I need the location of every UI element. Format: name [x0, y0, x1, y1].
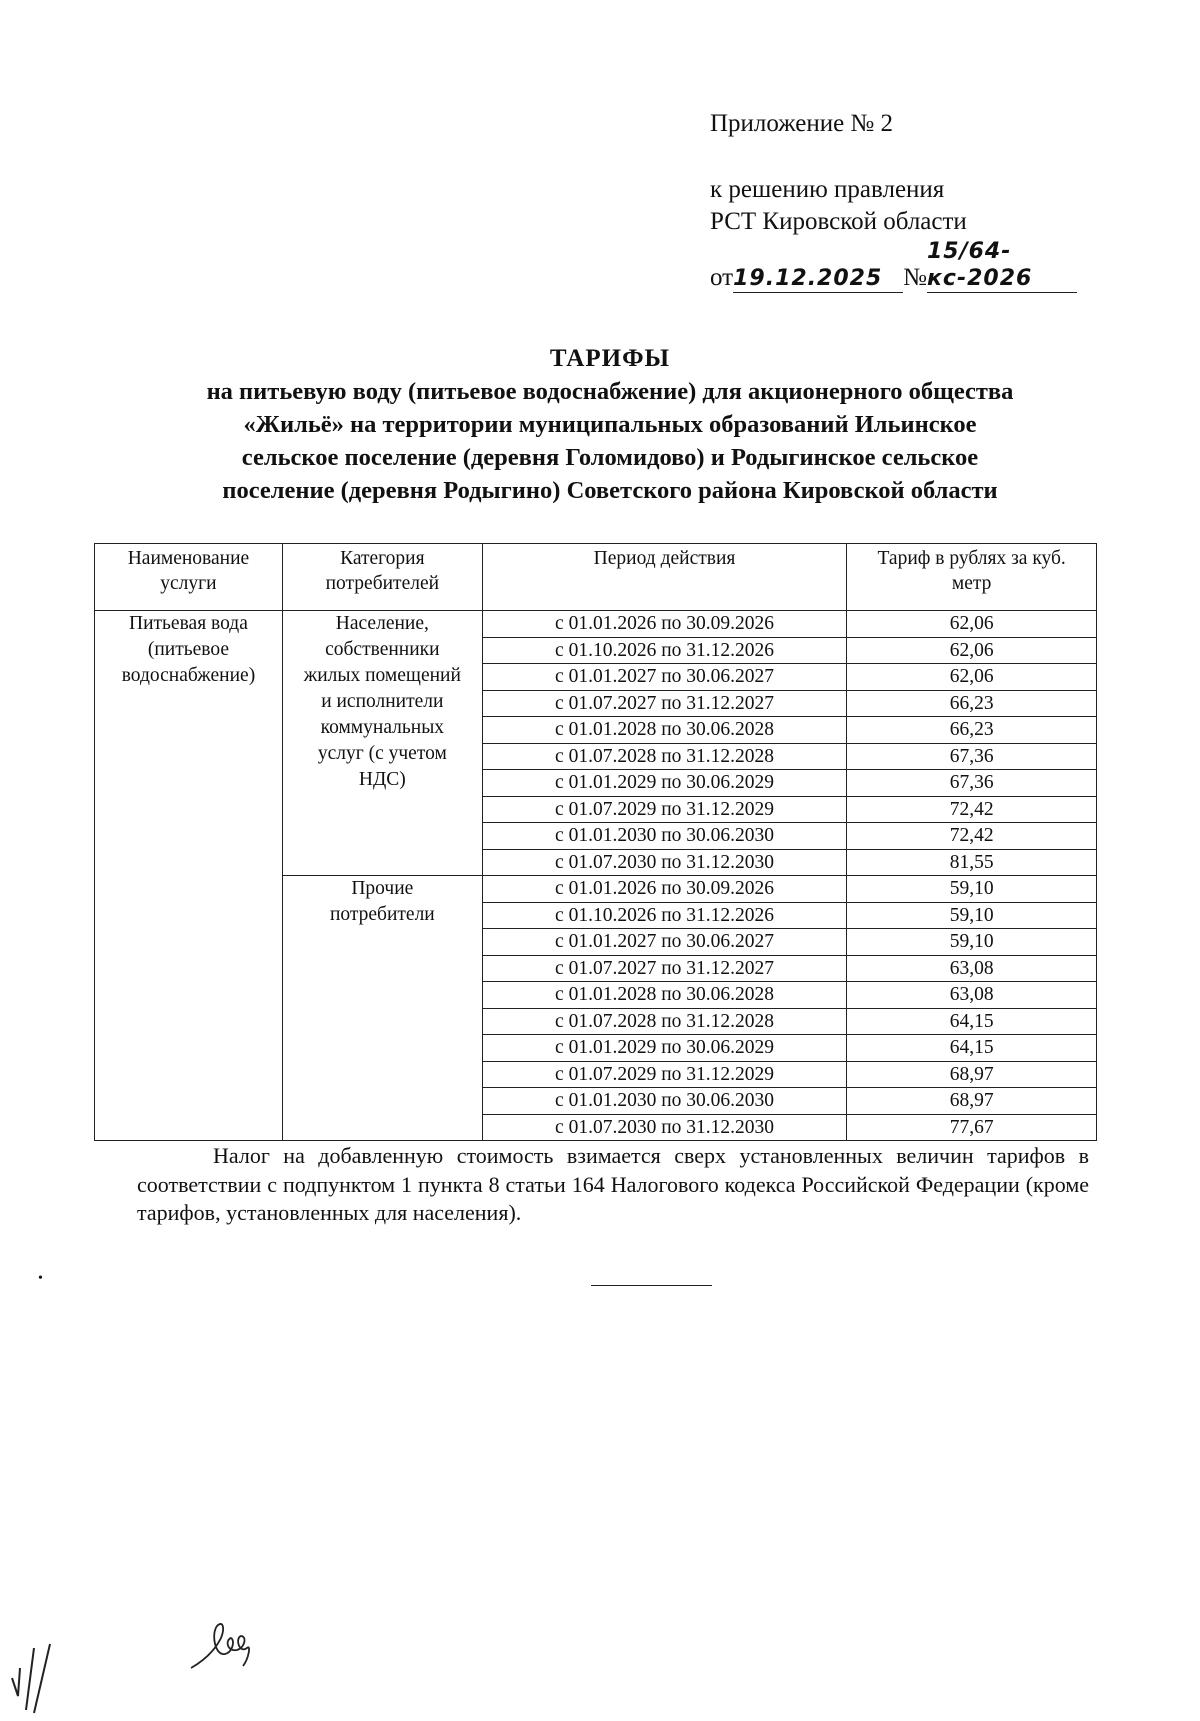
tariff-cell: 63,08 — [847, 982, 1097, 1009]
decision-reference — [710, 174, 1077, 294]
tariff-table — [94, 543, 1097, 1141]
period-cell: с 01.10.2026 по 31.12.2026 — [482, 902, 847, 929]
tariff-cell: 68,97 — [847, 1061, 1097, 1088]
header-category: Категория потребителей — [282, 544, 482, 611]
period-cell: с 01.01.2030 по 30.06.2030 — [482, 823, 847, 850]
handwritten-number: 15/64-кс-2026 — [926, 239, 1033, 291]
consumer-category-cell: Население, собственники жилых помещений и исполнители коммунальных услуг (с учетом НДС) — [282, 611, 482, 876]
period-cell: с 01.10.2026 по 31.12.2026 — [482, 637, 847, 664]
vat-note: Налог на добавленную стоимость взимается сверх установленных величин тарифов в соответствии с подпунктом 1 пункта 8 статьи 164 Налогового кодекса Российской Федерации (кроме тарифов, установленных для населения). — [137, 1143, 1089, 1225]
tariff-cell: 67,36 — [847, 743, 1097, 770]
period-cell: с 01.01.2026 по 30.09.2026 — [482, 876, 847, 903]
header-period: Период действия — [482, 544, 847, 611]
tariff-cell: 63,08 — [847, 955, 1097, 982]
title-line: на питьевую воду (питьевое водоснабжение) для акционерного общества — [206, 378, 1014, 405]
handwritten-date: 19.12.2025 — [733, 266, 883, 291]
period-cell: с 01.01.2026 по 30.09.2026 — [482, 611, 847, 638]
tariff-cell: 64,15 — [847, 1035, 1097, 1062]
tariff-cell: 77,67 — [847, 1114, 1097, 1141]
period-cell: с 01.01.2029 по 30.06.2029 — [482, 1035, 847, 1062]
title-line: «Жильё» на территории муниципальных образований Ильинское — [243, 411, 977, 438]
period-cell: с 01.01.2029 по 30.06.2029 — [482, 770, 847, 797]
reference-line-2: РСТ Кировской области — [710, 208, 967, 235]
period-cell: с 01.07.2030 по 31.12.2030 — [482, 849, 847, 876]
tariff-cell: 59,10 — [847, 929, 1097, 956]
header-service: Наименование услуги — [95, 544, 283, 611]
period-cell: с 01.07.2029 по 31.12.2029 — [482, 1061, 847, 1088]
consumer-category-cell: Прочие потребители — [282, 876, 482, 1141]
tariff-cell: 62,06 — [847, 664, 1097, 691]
number-prefix: № — [903, 264, 927, 291]
period-cell: с 01.01.2028 по 30.06.2028 — [482, 982, 847, 1009]
period-cell: с 01.07.2027 по 31.12.2027 — [482, 690, 847, 717]
document-title — [110, 342, 1110, 507]
table-header-row — [95, 544, 1097, 611]
appendix-label: Приложение № 2 — [710, 110, 894, 137]
period-cell: с 01.07.2028 по 31.12.2028 — [482, 1008, 847, 1035]
table-row — [95, 611, 1097, 638]
header-tariff: Тариф в рублях за куб. метр — [847, 544, 1097, 611]
reference-line-1: к решению правления — [710, 176, 945, 203]
tariff-cell: 72,42 — [847, 796, 1097, 823]
date-prefix: от — [710, 264, 734, 291]
title-line: сельское поселение (деревня Голомидово) и Родыгинское сельское — [241, 444, 979, 471]
period-cell: с 01.01.2027 по 30.06.2027 — [482, 929, 847, 956]
tariff-cell: 72,42 — [847, 823, 1097, 850]
tariff-cell: 66,23 — [847, 690, 1097, 717]
reference-date-number — [710, 238, 1077, 294]
period-cell: с 01.01.2028 по 30.06.2028 — [482, 717, 847, 744]
signature-right — [185, 1610, 275, 1680]
scan-dot: • — [38, 1271, 43, 1286]
title-main: ТАРИФЫ — [549, 345, 671, 372]
period-cell: с 01.07.2028 по 31.12.2028 — [482, 743, 847, 770]
service-name-cell: Питьевая вода (питьевое водоснабжение) — [95, 611, 283, 1141]
period-cell: с 01.07.2029 по 31.12.2029 — [482, 796, 847, 823]
tariff-cell: 62,06 — [847, 637, 1097, 664]
end-divider — [591, 1285, 712, 1286]
initials-signature-left — [4, 1628, 64, 1718]
tariff-cell: 64,15 — [847, 1008, 1097, 1035]
tariff-cell: 67,36 — [847, 770, 1097, 797]
tariff-cell: 59,10 — [847, 902, 1097, 929]
tariff-cell: 66,23 — [847, 717, 1097, 744]
tariff-cell: 68,97 — [847, 1088, 1097, 1115]
tariff-cell: 81,55 — [847, 849, 1097, 876]
period-cell: с 01.07.2027 по 31.12.2027 — [482, 955, 847, 982]
period-cell: с 01.07.2030 по 31.12.2030 — [482, 1114, 847, 1141]
tariff-cell: 62,06 — [847, 611, 1097, 638]
period-cell: с 01.01.2030 по 30.06.2030 — [482, 1088, 847, 1115]
period-cell: с 01.01.2027 по 30.06.2027 — [482, 664, 847, 691]
tariff-cell: 59,10 — [847, 876, 1097, 903]
title-line: поселение (деревня Родыгино) Советского района Кировской области — [222, 477, 998, 504]
